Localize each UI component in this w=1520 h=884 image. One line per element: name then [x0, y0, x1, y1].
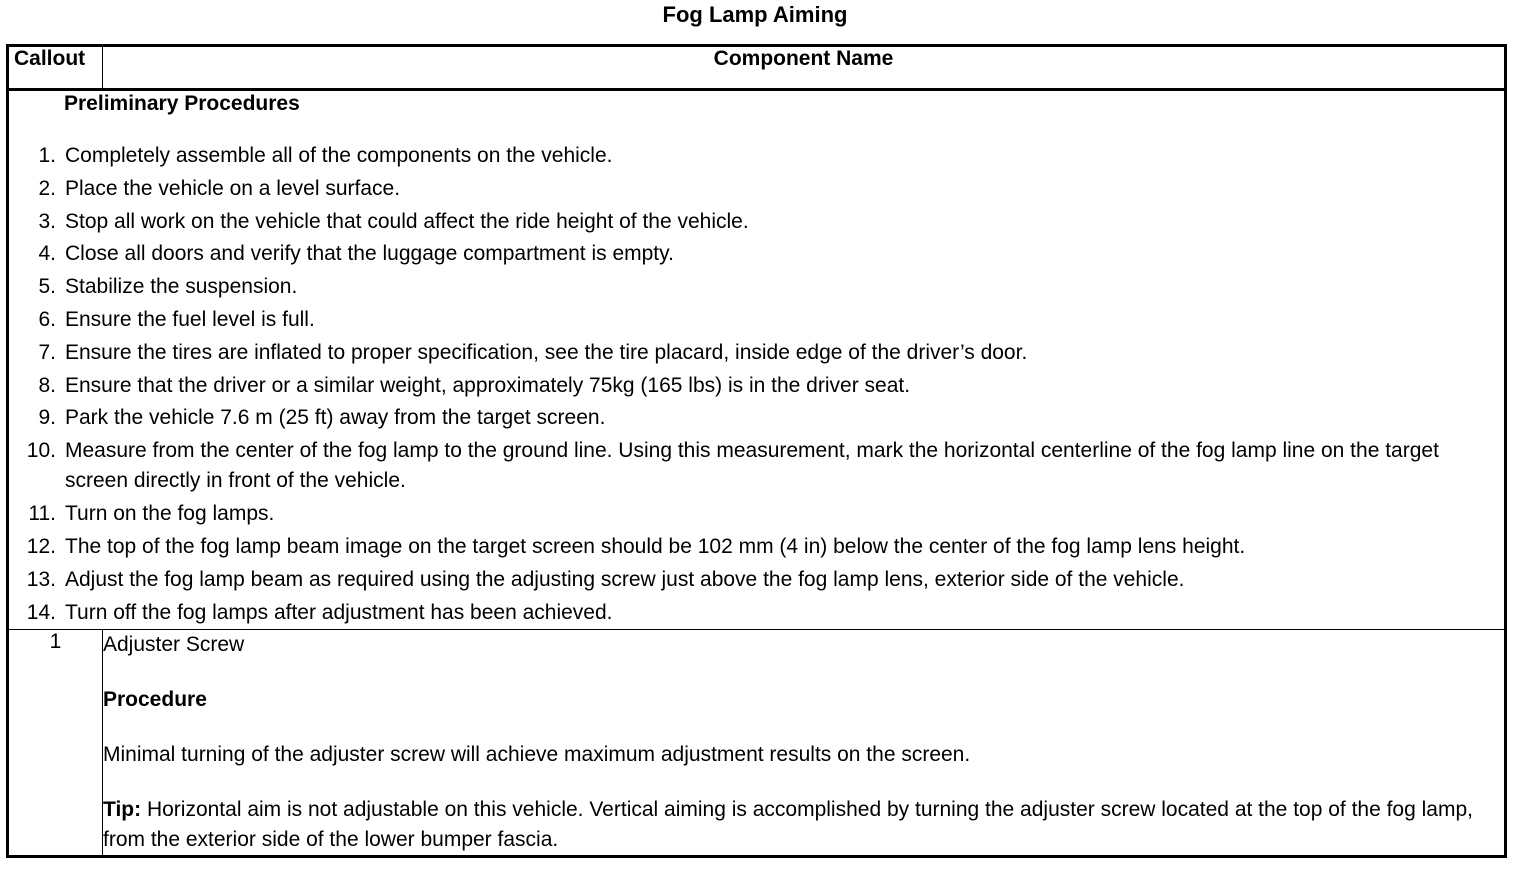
step-text: Completely assemble all of the components on the vehicle.	[65, 144, 613, 167]
step-text: Ensure the fuel level is full.	[65, 307, 315, 331]
list-item	[9, 435, 1504, 498]
step-number: 1.	[38, 144, 56, 167]
list-item	[9, 597, 1504, 630]
step-number: 3.	[38, 209, 56, 233]
step-text: Park the vehicle 7.6 m (25 ft) away from the target screen.	[65, 406, 606, 430]
step-number: 4.	[38, 242, 56, 266]
step-text: Stabilize the suspension.	[65, 275, 298, 299]
table-row	[8, 630, 1506, 857]
component-cell	[103, 630, 1506, 857]
preliminary-steps-list	[9, 140, 1504, 629]
component-name-column-header: Component Name	[103, 46, 1506, 90]
list-item	[9, 304, 1504, 337]
procedure-text: Minimal turning of the adjuster screw will achieve maximum adjustment results on the screen.	[103, 743, 971, 767]
step-text: Turn on the fog lamps.	[65, 502, 275, 526]
procedure-table	[6, 44, 1507, 858]
preliminary-procedures-row	[8, 90, 1506, 630]
step-number: 10.	[26, 439, 56, 463]
list-item	[9, 531, 1504, 564]
preliminary-procedures-heading: Preliminary Procedures	[64, 92, 300, 115]
step-number: 8.	[38, 373, 56, 397]
list-item	[9, 206, 1504, 239]
step-number: 7.	[38, 340, 56, 364]
callout-number: 1	[8, 630, 103, 857]
step-text: Ensure the tires are inflated to proper specification, see the tire placard, inside edge of the driver’s door.	[65, 340, 1028, 364]
list-item	[9, 370, 1504, 403]
step-text: Place the vehicle on a level surface.	[65, 176, 401, 200]
preliminary-procedures-cell	[8, 90, 1506, 630]
list-item	[9, 402, 1504, 435]
list-item	[9, 140, 1504, 173]
list-item	[9, 173, 1504, 206]
callout-column-header: Callout	[8, 46, 103, 90]
step-number: 13.	[26, 567, 56, 591]
step-number: 2.	[38, 176, 56, 200]
step-number: 5.	[38, 275, 56, 299]
document-title: Fog Lamp Aiming	[662, 2, 848, 27]
list-item	[9, 271, 1504, 304]
step-text: Measure from the center of the fog lamp to the ground line. Using this measurement, mark the horizontal centerline of the fog lamp line on the target screen directly in front of the vehicle.	[65, 439, 1439, 493]
step-text: Close all doors and verify that the luggage compartment is empty.	[65, 242, 674, 266]
step-text: Ensure that the driver or a similar weight, approximately 75kg (165 lbs) is in the driver seat.	[65, 373, 911, 397]
procedure-label: Procedure	[103, 688, 207, 712]
step-number: 9.	[38, 406, 56, 430]
tip-text: Horizontal aim is not adjustable on this vehicle. Vertical aiming is accomplished by turning the adjuster screw located at the top of the fog lamp, from the exterior side of the lower bumper fascia.	[103, 798, 1473, 852]
list-item	[9, 337, 1504, 370]
list-item	[9, 238, 1504, 271]
step-number: 12.	[26, 534, 56, 558]
step-text: Adjust the fog lamp beam as required using the adjusting screw just above the fog lamp lens, exterior side of the vehicle.	[65, 567, 1185, 591]
step-number: 14.	[26, 600, 56, 624]
tip-paragraph	[103, 795, 1504, 855]
step-number: 11.	[28, 502, 56, 526]
table-header-row	[8, 46, 1506, 90]
list-item	[9, 564, 1504, 597]
step-text: The top of the fog lamp beam image on the target screen should be 102 mm (4 in) below the center of the fog lamp lens height.	[65, 534, 1246, 558]
step-text: Turn off the fog lamps after adjustment has been achieved.	[65, 600, 613, 624]
tip-label: Tip:	[103, 798, 142, 822]
step-number: 6.	[38, 307, 56, 331]
component-name: Adjuster Screw	[103, 633, 245, 657]
list-item	[9, 498, 1504, 531]
step-text: Stop all work on the vehicle that could affect the ride height of the vehicle.	[65, 209, 749, 233]
